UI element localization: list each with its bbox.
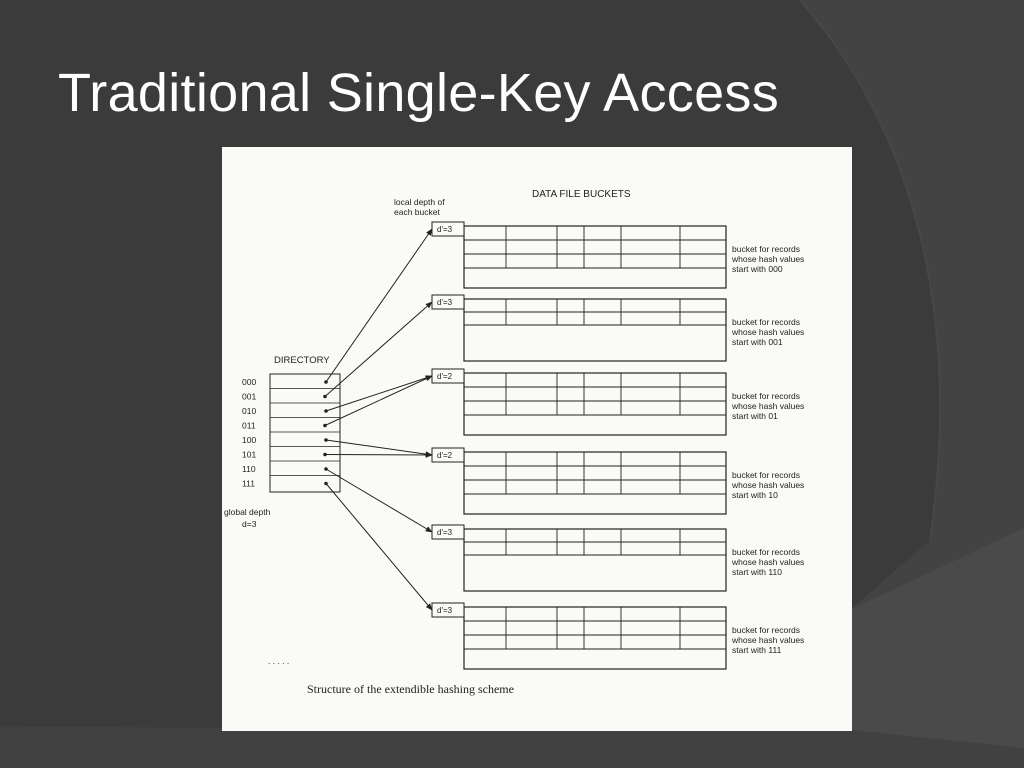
directory-entry-label: 101 <box>242 449 257 460</box>
bucket-description-line: whose hash values <box>732 635 805 645</box>
directory-entries <box>242 377 340 489</box>
directory-entry-label: 011 <box>242 420 256 431</box>
bucket <box>432 603 804 669</box>
local-depth-label-line-1: local depth of <box>394 197 445 207</box>
directory-entry-label: 001 <box>242 391 257 402</box>
slide-title: Traditional Single-Key Access <box>58 63 780 123</box>
bucket-description-line: bucket for records <box>732 391 801 401</box>
data-file-buckets <box>432 222 804 669</box>
directory-pointers <box>325 229 432 610</box>
bucket-box <box>464 607 726 669</box>
bucket <box>432 525 804 591</box>
local-depth-value: d'=3 <box>437 528 453 537</box>
local-depth-value: d'=3 <box>437 606 453 615</box>
bucket-description-line: bucket for records <box>732 625 801 635</box>
bucket-description-line: start with 01 <box>732 411 778 421</box>
bucket <box>432 369 804 435</box>
bucket-box <box>464 452 726 514</box>
bucket-description-line: start with 111 <box>732 645 782 655</box>
bucket-description-line: whose hash values <box>732 401 805 411</box>
extendible-hashing-figure <box>222 147 852 731</box>
bucket-description-line: bucket for records <box>732 317 801 327</box>
directory-pointer-arrow <box>325 302 432 397</box>
directory-entry-label: 111 <box>242 478 255 489</box>
directory-entry-label: 100 <box>242 435 257 445</box>
bucket <box>432 295 804 361</box>
bucket-description-line: whose hash values <box>732 254 805 264</box>
directory-pointer-arrow <box>325 455 432 456</box>
figure-caption: Structure of the extendible hashing scheme <box>307 682 514 696</box>
local-depth-label-line-2: each bucket <box>394 207 440 217</box>
global-depth-label-line-2: d=3 <box>242 519 257 529</box>
bucket-description-line: bucket for records <box>732 470 801 480</box>
bucket-description-line: whose hash values <box>732 480 805 490</box>
directory-pointer-arrow <box>326 469 432 532</box>
directory-pointer-arrow <box>325 376 432 426</box>
bucket-description-line: bucket for records <box>732 547 801 557</box>
ellipsis-mark: . . . . . <box>268 656 290 666</box>
local-depth-value: d'=2 <box>437 451 453 460</box>
directory-entry-label: 110 <box>242 464 256 474</box>
bucket-description-line: whose hash values <box>732 327 805 337</box>
local-depth-value: d'=3 <box>437 225 453 234</box>
bucket-box <box>464 226 726 288</box>
local-depth-value: d'=2 <box>437 372 453 381</box>
bucket-description-line: start with 000 <box>732 264 783 274</box>
directory-entry-label: 010 <box>242 406 257 416</box>
bucket-box <box>464 373 726 435</box>
bucket-box <box>464 529 726 591</box>
extendible-hashing-diagram <box>222 147 852 731</box>
bucket-description-line: start with 110 <box>732 567 782 577</box>
directory-box <box>270 374 340 492</box>
directory-entry-label: 000 <box>242 377 257 387</box>
bucket-box <box>464 299 726 361</box>
directory-label: DIRECTORY <box>274 355 330 366</box>
bucket-description-line: start with 001 <box>732 337 783 347</box>
local-depth-value: d'=3 <box>437 298 453 307</box>
global-depth-label-line-1: global depth <box>224 507 271 517</box>
bucket-description-line: bucket for records <box>732 244 801 254</box>
data-file-buckets-header: DATA FILE BUCKETS <box>532 189 631 200</box>
bucket <box>432 448 804 514</box>
bucket-description-line: whose hash values <box>732 557 805 567</box>
directory-pointer-arrow <box>326 484 432 611</box>
bucket-description-line: start with 10 <box>732 490 778 500</box>
bucket <box>432 222 804 288</box>
directory-pointer-arrow <box>326 440 432 455</box>
directory-pointer-arrow <box>326 229 432 382</box>
